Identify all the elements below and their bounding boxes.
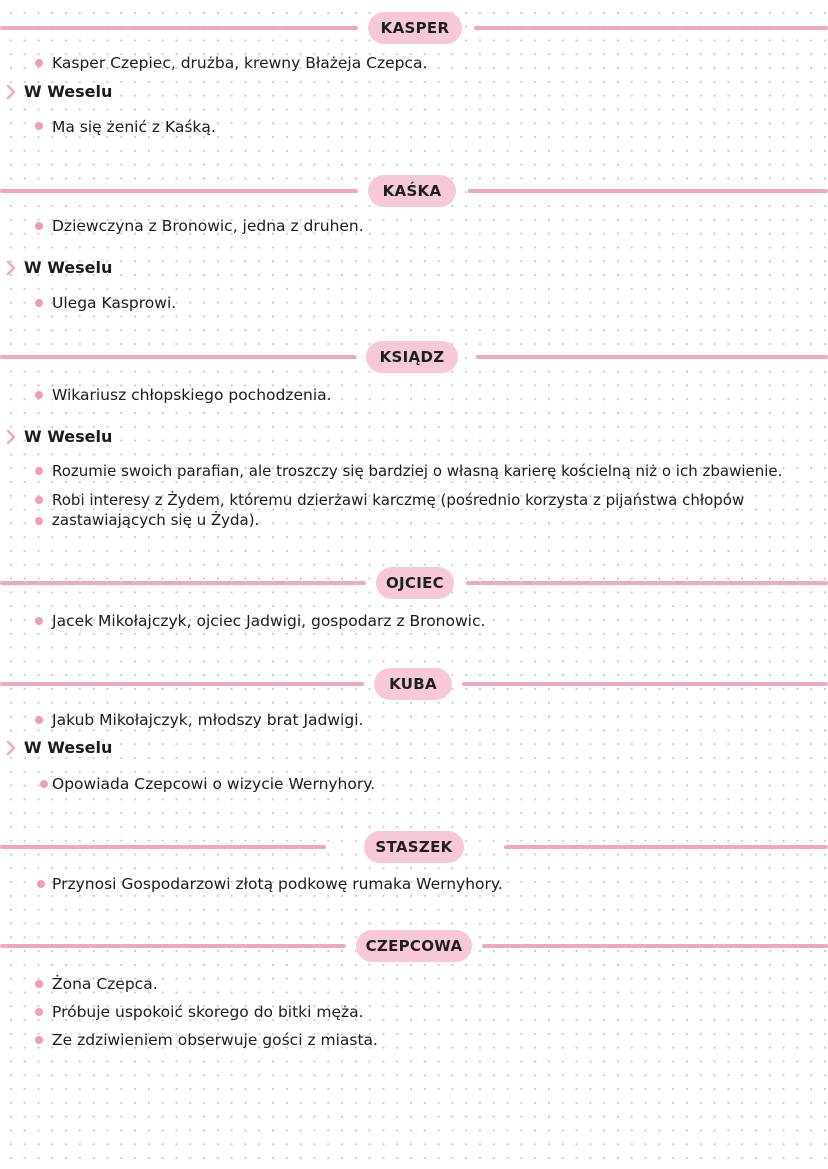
subheading-w-weselu: W Weselu — [24, 427, 113, 446]
section-header-kasper — [0, 12, 828, 44]
pink-dot-bullet-icon — [35, 122, 43, 130]
header-line-left — [0, 189, 358, 193]
section-header-staszek — [0, 831, 828, 863]
list-item: Jacek Mikołajczyk, ojciec Jadwigi, gospodarz z Bronowic. — [52, 612, 486, 630]
list-item: zastawiających się u Żyda). — [52, 511, 260, 529]
section-title-kuba: KUBA — [374, 668, 452, 700]
pink-dot-bullet-icon — [35, 980, 43, 988]
header-line-left — [0, 682, 364, 686]
header-line-left — [0, 26, 358, 30]
pink-dot-bullet-icon — [35, 1008, 43, 1016]
list-item: Opowiada Czepcowi o wizycie Wernyhory. — [52, 775, 376, 793]
header-line-right — [474, 26, 828, 30]
pink-dot-bullet-icon — [40, 780, 48, 788]
pink-dot-bullet-icon — [35, 391, 43, 399]
subheading-w-weselu: W Weselu — [24, 738, 113, 757]
pink-dot-bullet-icon — [35, 467, 43, 475]
header-line-right — [466, 581, 828, 585]
list-item: Rozumie swoich parafian, ale troszczy się bardziej o własną karierę kościelną niż o ich zbawienie. — [52, 462, 783, 480]
chevron-right-icon — [6, 84, 17, 100]
header-line-right — [476, 355, 828, 359]
section-title-ksiadz: KSIĄDZ — [366, 341, 458, 373]
section-header-ksiadz — [0, 341, 828, 373]
header-line-left — [0, 581, 366, 585]
section-header-kaska — [0, 175, 828, 207]
section-header-ojciec — [0, 567, 828, 599]
header-line-right — [468, 189, 828, 193]
pink-dot-bullet-icon — [35, 517, 43, 525]
header-line-right — [482, 944, 828, 948]
list-item: Przynosi Gospodarzowi złotą podkowę rumaka Wernyhory. — [52, 875, 503, 893]
header-line-left — [0, 944, 346, 948]
subheading-w-weselu: W Weselu — [24, 258, 113, 277]
section-header-kuba — [0, 668, 828, 700]
list-item: Robi interesy z Żydem, któremu dzierżawi karczmę (pośrednio korzysta z pijaństwa chłopów — [52, 491, 745, 509]
pink-dot-bullet-icon — [35, 222, 43, 230]
section-title-ojciec: OJCIEC — [376, 567, 454, 599]
header-line-right — [462, 682, 828, 686]
pink-dot-bullet-icon — [35, 1036, 43, 1044]
subheading-w-weselu: W Weselu — [24, 82, 113, 101]
section-title-kasper: KASPER — [368, 12, 462, 44]
list-item: Ulega Kasprowi. — [52, 294, 177, 312]
header-line-right — [504, 845, 828, 849]
list-item: Ze zdziwieniem obserwuje gości z miasta. — [52, 1031, 378, 1049]
pink-dot-bullet-icon — [35, 299, 43, 307]
list-item: Kasper Czepiec, drużba, krewny Błażeja Czepca. — [52, 54, 428, 72]
list-item: Jakub Mikołajczyk, młodszy brat Jadwigi. — [52, 711, 364, 729]
pink-dot-bullet-icon — [37, 880, 45, 888]
list-item: Dziewczyna z Bronowic, jedna z druhen. — [52, 217, 364, 235]
list-item: Próbuje uspokoić skorego do bitki męża. — [52, 1003, 364, 1021]
pink-dot-bullet-icon — [35, 617, 43, 625]
pink-dot-bullet-icon — [35, 496, 43, 504]
header-line-left — [0, 845, 326, 849]
pink-dot-bullet-icon — [35, 59, 43, 67]
chevron-right-icon — [6, 260, 17, 276]
list-item: Ma się żenić z Kaśką. — [52, 118, 216, 136]
pink-dot-bullet-icon — [35, 716, 43, 724]
section-title-czepcowa: CZEPCOWA — [356, 930, 472, 962]
list-item: Wikariusz chłopskiego pochodzenia. — [52, 386, 332, 404]
section-title-kaska: KAŚKA — [368, 175, 456, 207]
chevron-right-icon — [6, 740, 17, 756]
section-title-staszek: STASZEK — [364, 831, 464, 863]
chevron-right-icon — [6, 429, 17, 445]
header-line-left — [0, 355, 356, 359]
list-item: Żona Czepca. — [52, 975, 158, 993]
section-header-czepcowa — [0, 930, 828, 962]
